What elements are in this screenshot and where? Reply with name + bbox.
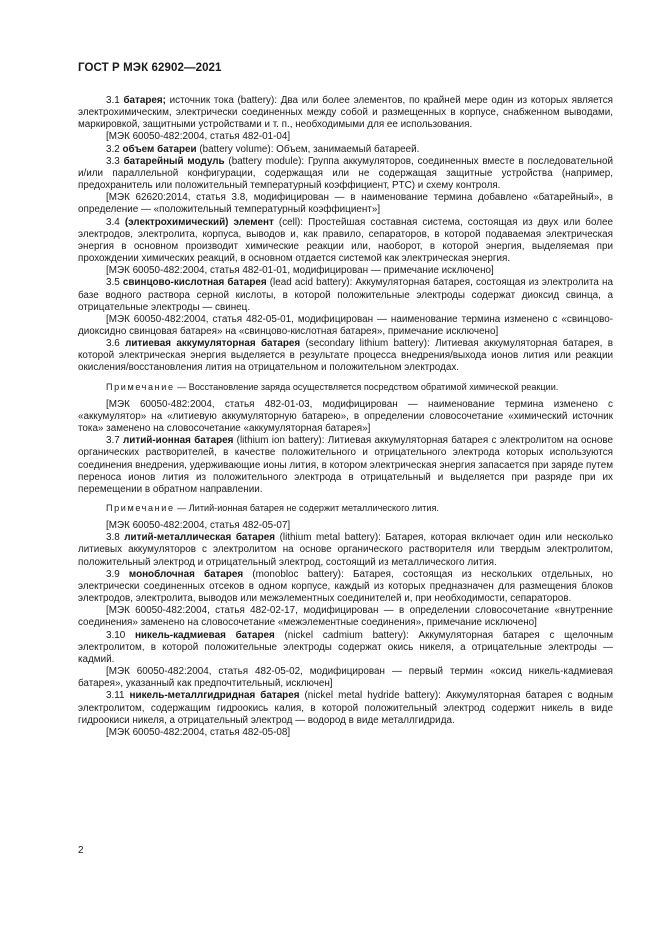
term-number: 3.6 — [106, 338, 120, 350]
term-name: батарея; — [123, 95, 166, 106]
term-definition: (battery module): Группа аккумуляторов, соединенных вместе в последовательной и/или параллельной конфигурации, содержащая или не содержащая защитные устройства (например, предохранитель или положительный температурный коэффициент, PTC) и схему контроля. — [78, 155, 614, 192]
term-name: никель-кадмиевая батарея — [134, 629, 275, 641]
term-number: 3.10 — [106, 629, 126, 641]
term-3-3 — [78, 156, 613, 192]
term-3-9 — [78, 569, 613, 605]
term-name: моноблочная батарея — [128, 568, 244, 580]
term-number: 3.4 — [106, 216, 120, 228]
term-number: 3.7 — [106, 435, 120, 447]
term-definition: (lead acid battery): Аккумуляторная батарея, состоящая из электролита на базе водного раствора серной кислоты, в которой положительные электроды содержат диоксид свинца, а отрицательные электроды — свинец. — [78, 277, 613, 313]
term-definition: (lithium ion battery): Литиевая аккумуляторная батарея с электролитом на основе органических растворителей, в качестве положительного и отрицательного электрода которых используются соединения внедрения, удерживающие ионы лития, в котором электрическая энергия запасается при заряде путем переноса ионов лития из положительного электрода в отрицательный и выделяется при разряде при их перемещении в обратном направлении. — [78, 435, 613, 495]
term-number: 3.2 — [106, 143, 120, 155]
term-name: никель-металлгидридная батарея — [129, 690, 300, 702]
term-source: [МЭК 62620:2014, статья 3.8, модифицирован — в наименование термина добавлено «батарейный», в определение — «положительный температурный коэффициент»] — [78, 192, 613, 216]
page-number: 2 — [78, 845, 84, 856]
term-definition: (cell): Простейшая составная система, состоящая из двух или более электродов, электролита, корпуса, выводов и, как правило, сепараторов, в которой подаваемая электрическая энергия в основном производит химические реакции или, наоборот, в которой энергия, выделяемая при прохождении химических реакций, в основном отдается системой как электрическая энергия. — [78, 216, 613, 265]
term-3-6 — [78, 338, 613, 374]
term-note — [78, 502, 613, 514]
document-header: ГОСТ Р МЭК 62902—2021 — [78, 62, 222, 74]
document-body — [78, 95, 613, 739]
term-definition: (monobloc battery): Батарея, состоящая из нескольких отдельных, но электрически соединенных отсеков в одном корпусе, каждый из которых предназначен для размещения блоков электродов, электролита, выводов или межэлементных соединителей и, при необходимости, сепараторов. — [78, 568, 613, 605]
term-source: [МЭК 60050-482:2004, статья 482-02-17, модифицирован — в определении словосочетание «внутренние соединения» заменено на словосочетание «межэлементные соединения», примечание исключено] — [78, 605, 613, 629]
term-definition: (lithium metal battery): Батарея, которая включает один или несколько литиевых аккумуляторов с электролитом на основе органического растворителя или твердым электролитом, положительный электрод и отрицательный электрод, состоящий из металлического лития. — [78, 532, 613, 568]
term-source: [МЭК 60050-482:2004, статья 482-05-08] — [106, 726, 291, 738]
term-source: [МЭК 60050-482:2004, статья 482-05-07] — [106, 520, 291, 532]
term-number: 3.1 — [106, 95, 120, 106]
term-number: 3.5 — [106, 277, 120, 289]
note-label: Примечание — [106, 503, 175, 513]
term-number: 3.9 — [106, 568, 120, 580]
term-name: литий-ионная батарея — [123, 435, 234, 447]
term-note — [78, 381, 613, 393]
term-source: [МЭК 60050-482:2004, статья 482-01-01, модифицирован — примечание исключено] — [106, 265, 494, 277]
term-source: [МЭК 60050-482:2004, статья 482-05-02, модифицирован — первый термин «оксид никель-кадмиевая батарея», указанный как предпочтительный, исключен] — [78, 666, 613, 690]
term-3-10 — [78, 630, 613, 666]
term-3-1 — [78, 95, 613, 131]
term-3-7 — [78, 435, 613, 496]
term-source: [МЭК 60050-482:2004, статья 482-05-01, модифицирован — наименование термина изменено с «свинцово-диоксидно свинцовая батарея» на «свинцово-кислотная батарея», примечание исключено] — [78, 313, 613, 337]
term-number: 3.8 — [106, 532, 120, 544]
term-3-2 — [78, 144, 613, 156]
term-3-5 — [78, 277, 613, 313]
term-definition: (nickel metal hydride battery): Аккумуляторная батарея с водным электролитом, содержащим гидроокись калия, в которой положительный электрод содержит никель в виде гидроокиси никеля, а отрицательный электрод — водород в виде металлгидрида. — [78, 690, 614, 726]
term-3-4 — [78, 217, 613, 266]
note-text: — Восстановление заряда осуществляется посредством обратимой химической реакции. — [174, 381, 559, 392]
term-name: литий-металлическая батарея — [124, 532, 276, 544]
term-definition: (battery volume): Объем, занимаемый батареей. — [196, 143, 420, 155]
note-text: — Литий-ионная батарея не содержит металлического лития. — [174, 503, 439, 513]
note-label: Примечание — [106, 381, 175, 392]
term-definition: (secondary lithium battery): Литиевая аккумуляторная батарея, в которой электрическая энергия выделяется в результате процесса внедрения/выхода ионов лития или реакции окисления/восстановления лития на отрицательном и положительном электродах. — [78, 338, 613, 374]
term-name: свинцово-кислотная батарея — [122, 277, 267, 289]
term-name: объем батареи — [122, 143, 197, 155]
term-definition: источник тока (battery): Два или более элементов, по крайней мере один из которых является электрохимическим, электрически соединенных между собой и размещенных в корпусе, снабженном выводами, маркировкой, защитными устройствами и т. п., необходимыми для ее использования. — [78, 95, 614, 131]
term-source: [МЭК 60050-482:2004, статья 482-01-04] — [106, 131, 291, 143]
term-3-8 — [78, 532, 613, 568]
term-3-11 — [78, 690, 613, 726]
term-number: 3.11 — [106, 690, 125, 702]
term-source: [МЭК 60050-482:2004, статья 482-01-03, модифицирован — наименование термина изменено с «аккумулятор» на «литиевую аккумуляторную батарею», в определении словосочетание «химический источник тока» заменено на словосочетание «аккумуляторная батарея»] — [78, 398, 613, 435]
term-name: (электрохимический) элемент — [124, 216, 274, 228]
term-number: 3.3 — [106, 155, 120, 167]
term-name: литиевая аккумуляторная батарея — [125, 338, 301, 350]
term-definition: (nickel cadmium battery): Аккумуляторная батарея с щелочным электролитом, в которой положительные электроды содержат окись никеля, а отрицательные электроды — кадмий. — [78, 629, 613, 665]
term-name: батарейный модуль — [123, 155, 225, 167]
